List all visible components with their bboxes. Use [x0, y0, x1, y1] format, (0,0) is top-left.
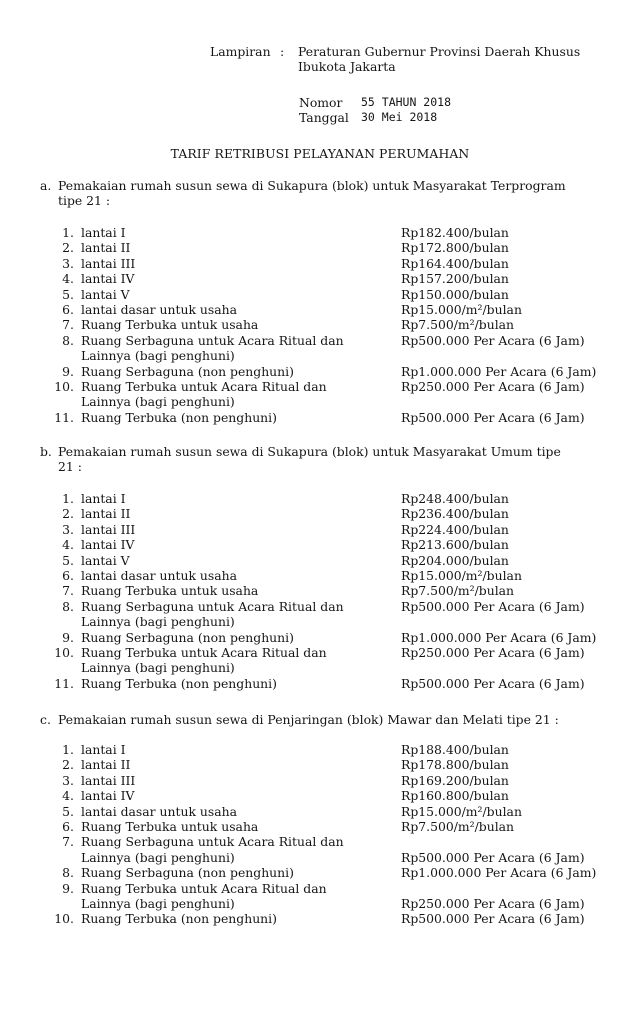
list-item [40, 788, 625, 803]
list-item [40, 742, 625, 757]
item-number: 1. [62, 225, 74, 240]
item-tarif: Rp150.000/bulan [401, 286, 509, 302]
item-description: Ruang Terbuka (non penghuni) [81, 911, 277, 927]
list-item [40, 676, 625, 691]
item-tarif: Rp250.000 Per Acara (6 Jam) [401, 896, 585, 912]
item-tarif: Rp500.000 Per Acara (6 Jam) [401, 911, 585, 927]
list-item [40, 364, 625, 379]
item-tarif: Rp250.000 Per Acara (6 Jam) [401, 645, 585, 661]
item-number: 10. [54, 911, 74, 927]
item-number: 3. [62, 521, 74, 537]
list-item [40, 256, 625, 271]
item-number: 7. [62, 583, 74, 599]
item-description: lantai I [81, 491, 126, 506]
section-heading-line-1: Pemakaian rumah susun sewa di Penjaringan (blok) Mawar dan Melati tipe 21 : [58, 712, 559, 727]
item-tarif: Rp188.400/bulan [401, 742, 509, 757]
item-tarif: Rp7.500/m²/bulan [401, 317, 515, 333]
list-item [40, 491, 625, 506]
item-number: 2. [62, 757, 74, 773]
item-tarif: Rp15.000/m²/bulan [401, 803, 522, 819]
item-tarif: Rp500.000 Per Acara (6 Jam) [401, 598, 585, 614]
item-description-line-1: Ruang Serbaguna untuk Acara Ritual dan [81, 598, 344, 614]
item-number: 8. [62, 865, 74, 881]
section-a-heading [40, 178, 625, 209]
list-item [40, 379, 625, 410]
item-number: 5. [62, 552, 74, 568]
item-description: lantai II [81, 506, 131, 522]
item-description-line-1: Ruang Terbuka untuk Acara Ritual dan [81, 645, 327, 661]
item-number: 6. [62, 302, 74, 318]
item-description: Ruang Terbuka untuk usaha [81, 583, 259, 599]
item-description [81, 379, 401, 410]
item-number: 11. [54, 409, 74, 425]
item-number: 7. [62, 834, 74, 850]
section-letter: b. [40, 444, 52, 459]
item-number: 9. [62, 363, 74, 379]
item-description: lantai IV [81, 788, 135, 804]
list-item [40, 645, 625, 676]
item-tarif: Rp7.500/m²/bulan [401, 583, 515, 599]
item-description: lantai I [81, 742, 126, 757]
list-item [40, 317, 625, 332]
item-description: lantai III [81, 521, 136, 537]
tanggal-value: 30 Mei 2018 [361, 110, 438, 124]
item-tarif: Rp1.000.000 Per Acara (6 Jam) [401, 865, 597, 881]
tanggal-row [299, 110, 437, 125]
tanggal-label: Tanggal [299, 110, 349, 125]
item-tarif: Rp172.800/bulan [401, 240, 509, 256]
item-number: 9. [62, 880, 74, 896]
item-number: 1. [62, 491, 74, 506]
list-item [40, 819, 625, 834]
list-item [40, 865, 625, 880]
item-number: 11. [54, 675, 74, 691]
item-tarif: Rp500.000 Per Acara (6 Jam) [401, 675, 585, 691]
list-item [40, 804, 625, 819]
item-tarif: Rp182.400/bulan [401, 225, 509, 240]
list-item [40, 333, 625, 364]
item-tarif: Rp500.000 Per Acara (6 Jam) [401, 332, 585, 348]
item-number: 9. [62, 629, 74, 645]
item-tarif: Rp169.200/bulan [401, 772, 509, 788]
list-item [40, 410, 625, 425]
item-number: 3. [62, 772, 74, 788]
item-tarif: Rp204.000/bulan [401, 552, 509, 568]
nomor-label: Nomor [299, 95, 343, 110]
list-item [40, 553, 625, 568]
item-tarif: Rp224.400/bulan [401, 521, 509, 537]
item-number: 5. [62, 286, 74, 302]
item-tarif: Rp15.000/m²/bulan [401, 302, 522, 318]
item-number: 6. [62, 568, 74, 584]
list-item [40, 271, 625, 286]
item-number: 5. [62, 803, 74, 819]
item-tarif: Rp178.800/bulan [401, 757, 509, 773]
lampiran-value [298, 44, 618, 75]
lampiran-label: Lampiran [210, 44, 271, 59]
item-number: 7. [62, 317, 74, 333]
item-description: lantai II [81, 240, 131, 256]
item-tarif: Rp250.000 Per Acara (6 Jam) [401, 379, 585, 395]
list-item [40, 834, 625, 865]
lampiran-line-1: Peraturan Gubernur Provinsi Daerah Khusus [298, 44, 581, 59]
item-description-line-2: Lainnya (bagi penghuni) [81, 348, 235, 364]
item-description: lantai dasar untuk usaha [81, 568, 237, 584]
item-description-line-2: Lainnya (bagi penghuni) [81, 614, 235, 630]
list-item [40, 506, 625, 521]
list-item [40, 773, 625, 788]
nomor-row [299, 95, 451, 110]
item-description [81, 881, 401, 912]
section-heading-line-2: tipe 21 : [58, 193, 111, 209]
item-description-line-2: Lainnya (bagi penghuni) [81, 660, 235, 676]
list-item [40, 225, 625, 240]
item-number: 10. [54, 379, 74, 395]
item-number: 2. [62, 240, 74, 256]
item-description: lantai V [81, 286, 130, 302]
list-item [40, 630, 625, 645]
list-item [40, 240, 625, 255]
item-number: 3. [62, 255, 74, 271]
item-number: 8. [62, 598, 74, 614]
list-item [40, 537, 625, 552]
item-tarif: Rp1.000.000 Per Acara (6 Jam) [401, 363, 597, 379]
item-description: lantai III [81, 255, 136, 271]
section-b-heading [40, 444, 625, 475]
item-number: 4. [62, 788, 74, 804]
item-description: lantai IV [81, 271, 135, 287]
section-heading-line-2: 21 : [58, 459, 82, 475]
item-tarif: Rp500.000 Per Acara (6 Jam) [401, 409, 585, 425]
item-number: 1. [62, 742, 74, 757]
item-description: lantai III [81, 772, 136, 788]
section-c-heading [40, 712, 625, 727]
item-description-line-1: Ruang Terbuka untuk Acara Ritual dan [81, 880, 327, 896]
item-tarif: Rp236.400/bulan [401, 506, 509, 522]
item-description: lantai dasar untuk usaha [81, 803, 237, 819]
item-tarif: Rp1.000.000 Per Acara (6 Jam) [401, 629, 597, 645]
list-item [40, 599, 625, 630]
item-description: Ruang Serbaguna (non penghuni) [81, 629, 294, 645]
section-letter: a. [40, 178, 52, 193]
item-description [81, 333, 401, 364]
item-tarif: Rp248.400/bulan [401, 491, 509, 506]
list-item [40, 522, 625, 537]
item-description: Ruang Terbuka untuk usaha [81, 819, 259, 835]
item-tarif: Rp7.500/m²/bulan [401, 819, 515, 835]
item-description-line-2: Lainnya (bagi penghuni) [81, 896, 235, 912]
item-description [81, 834, 401, 865]
item-description: Ruang Serbaguna (non penghuni) [81, 865, 294, 881]
list-item [40, 911, 625, 926]
list-item [40, 568, 625, 583]
list-item [40, 287, 625, 302]
section-heading-line-1: Pemakaian rumah susun sewa di Sukapura (blok) untuk Masyarakat Umum tipe [58, 444, 561, 459]
item-tarif: Rp213.600/bulan [401, 537, 509, 553]
section-a-items [40, 225, 625, 425]
item-description: lantai dasar untuk usaha [81, 302, 237, 318]
item-number: 4. [62, 537, 74, 553]
list-item [40, 583, 625, 598]
section-b-items [40, 491, 625, 691]
item-number: 10. [54, 645, 74, 661]
section-heading-line-1: Pemakaian rumah susun sewa di Sukapura (blok) untuk Masyarakat Terprogram [58, 178, 566, 193]
item-description: lantai I [81, 225, 126, 240]
lampiran-row [210, 44, 618, 75]
item-number: 4. [62, 271, 74, 287]
item-description: Ruang Terbuka (non penghuni) [81, 675, 277, 691]
item-tarif: Rp500.000 Per Acara (6 Jam) [401, 849, 585, 865]
item-description-line-1: Ruang Serbaguna untuk Acara Ritual dan [81, 332, 344, 348]
item-description: lantai V [81, 552, 130, 568]
item-tarif: Rp164.400/bulan [401, 255, 509, 271]
list-item [40, 757, 625, 772]
nomor-value: 55 TAHUN 2018 [361, 95, 452, 109]
item-tarif: Rp160.800/bulan [401, 788, 509, 804]
item-description: lantai IV [81, 537, 135, 553]
item-description-line-2: Lainnya (bagi penghuni) [81, 394, 235, 410]
item-description: Ruang Terbuka (non penghuni) [81, 409, 277, 425]
item-number: 2. [62, 506, 74, 522]
list-item [40, 881, 625, 912]
item-description-line-2: Lainnya (bagi penghuni) [81, 849, 235, 865]
item-number: 6. [62, 819, 74, 835]
lampiran-line-2: Ibukota Jakarta [298, 59, 396, 75]
item-description [81, 645, 401, 676]
item-description: Ruang Serbaguna (non penghuni) [81, 363, 294, 379]
item-description-line-1: Ruang Serbaguna untuk Acara Ritual dan [81, 834, 344, 850]
item-description-line-1: Ruang Terbuka untuk Acara Ritual dan [81, 379, 327, 395]
item-description: lantai II [81, 757, 131, 773]
document-title: TARIF RETRIBUSI PELAYANAN PERUMAHAN [170, 146, 470, 161]
list-item [40, 302, 625, 317]
item-description [81, 599, 401, 630]
section-letter: c. [40, 712, 51, 727]
item-tarif: Rp15.000/m²/bulan [401, 568, 522, 584]
item-number: 8. [62, 332, 74, 348]
item-description: Ruang Terbuka untuk usaha [81, 317, 259, 333]
section-c-items [40, 742, 625, 927]
lampiran-colon: : [280, 44, 285, 59]
item-tarif: Rp157.200/bulan [401, 271, 509, 287]
